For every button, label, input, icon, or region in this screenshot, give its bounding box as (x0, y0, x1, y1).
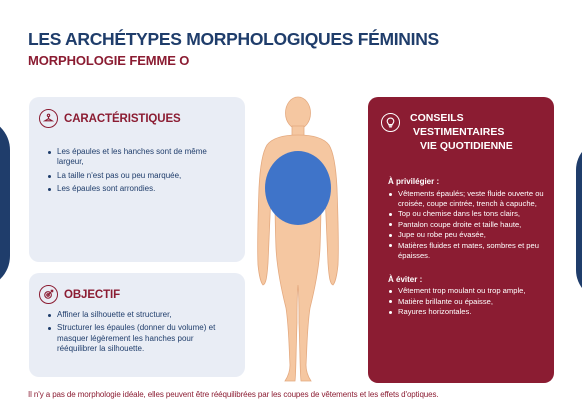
advice-title-line: VESTIMENTAIRES (413, 126, 505, 138)
list-item: Les épaules sont arrondies. (47, 184, 227, 194)
advice-header (381, 111, 513, 153)
prefer-list (388, 189, 548, 261)
objective-header (39, 285, 120, 304)
body-hanger-icon (39, 109, 58, 128)
right-edge-decoration (576, 140, 582, 300)
advice-panel (368, 97, 554, 383)
page-title: LES ARCHÉTYPES MORPHOLOGIQUES FÉMININS (28, 29, 439, 49)
list-item: Jupe ou robe peu évasée, (388, 230, 548, 240)
objective-title: OBJECTIF (64, 288, 121, 301)
list-item: Structurer les épaules (donner du volume) et masquer légèrement les hanches pour rééquilibrer la silhouette. (47, 323, 231, 354)
list-item: La taille n'est pas ou peu marquée, (47, 171, 227, 181)
advice-title-line: VIE QUOTIDIENNE (420, 140, 513, 152)
list-item: Matière brillante ou épaisse, (388, 297, 548, 307)
list-item: Matières fluides et mates, sombres et peu épaisses. (388, 241, 548, 260)
footnote: Il n'y a pas de morphologie idéale, elles peuvent être rééquilibrées par les coupes de vêtements et les effets d'optiques. (28, 390, 439, 399)
characteristics-header (39, 109, 181, 128)
lightbulb-icon (381, 113, 400, 132)
characteristics-title: CARACTÉRISTIQUES (64, 112, 181, 125)
page-subtitle: MORPHOLOGIE FEMME O (28, 53, 190, 68)
characteristics-list (47, 147, 227, 198)
avoid-label: À éviter : (388, 275, 423, 284)
list-item: Pantalon coupe droite et taille haute, (388, 220, 548, 230)
left-edge-decoration (0, 118, 10, 288)
avoid-list (388, 286, 548, 318)
objective-list (47, 310, 231, 358)
objective-panel (29, 273, 245, 377)
list-item: Les épaules et les hanches sont de même largeur, (47, 147, 227, 168)
o-shape-oval (265, 151, 331, 225)
list-item: Vêtements épaulés; veste fluide ouverte ou croisée, coupe cintrée, trench à capuche, (388, 189, 548, 208)
target-icon (39, 285, 58, 304)
body-silhouette-figure (248, 93, 348, 383)
advice-title-line: CONSEILS (410, 112, 464, 124)
list-item: Vêtement trop moulant ou trop ample, (388, 286, 548, 296)
list-item: Rayures horizontales. (388, 307, 548, 317)
advice-title (410, 111, 513, 153)
list-item: Affiner la silhouette et structurer, (47, 310, 231, 320)
list-item: Top ou chemise dans les tons clairs, (388, 209, 548, 219)
characteristics-panel (29, 97, 245, 262)
body-silhouette (258, 97, 339, 381)
prefer-label: À privilégier : (388, 177, 440, 186)
